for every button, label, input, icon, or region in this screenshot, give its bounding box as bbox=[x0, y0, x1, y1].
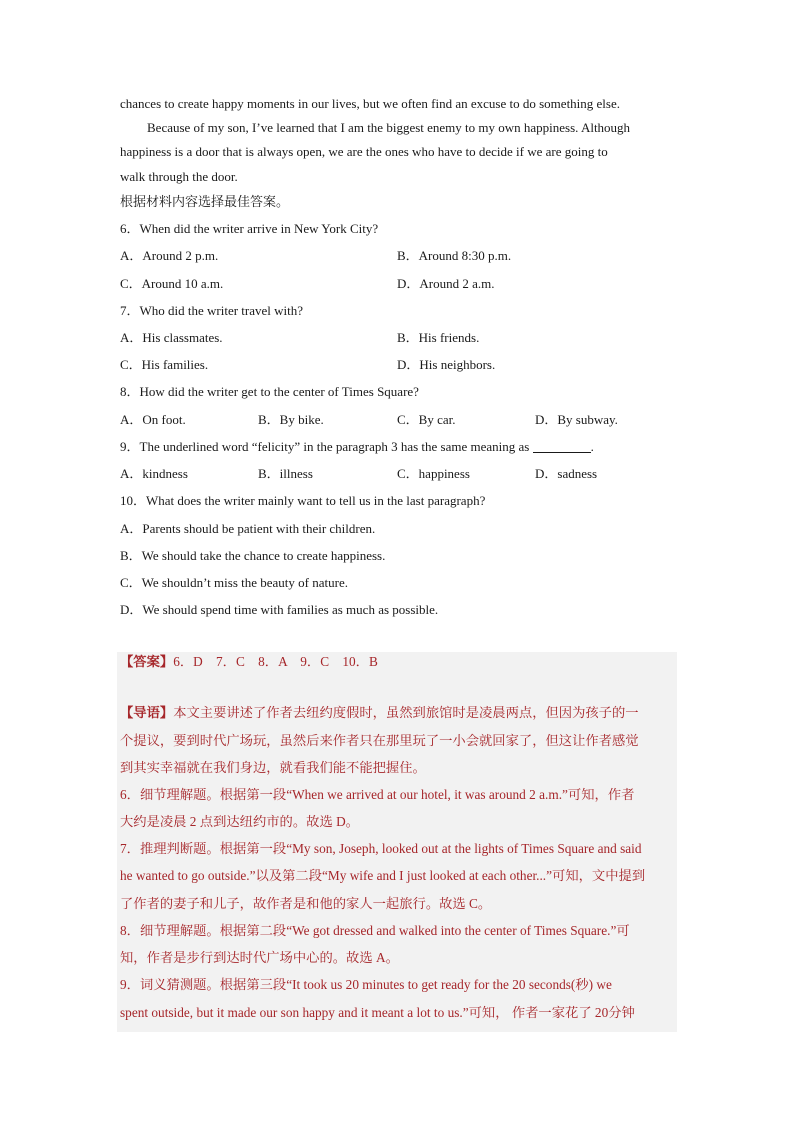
explanation-line: 7．推理判断题。根据第一段“My son, Joseph, looked out at the lights of Times Square and said bbox=[120, 841, 642, 856]
explanation-line: 9．词义猜测题。根据第三段“It took us 20 minutes to get ready for the 20 seconds(秒) we bbox=[120, 977, 612, 992]
option: C．happiness bbox=[397, 466, 470, 481]
option: A．kindness bbox=[120, 466, 188, 481]
answer-tag: 【答案】 bbox=[120, 654, 174, 669]
question-stem: 6．When did the writer arrive in New York City? bbox=[120, 221, 379, 236]
explanation-line: 6．细节理解题。根据第一段“When we arrived at our hotel, it was around 2 a.m.”可知，作者 bbox=[120, 787, 635, 802]
explanation-line: spent outside, but it made our son happy and it meant a lot to us.”可知， 作者一家花了 20分钟 bbox=[120, 1005, 635, 1020]
passage-line: Because of my son, I’ve learned that I am the biggest enemy to my own happiness. Although bbox=[147, 120, 631, 135]
option: B．illness bbox=[258, 466, 313, 481]
answer-text: 6．D 7．C 8．A 9．C 10．B bbox=[173, 654, 378, 669]
option: B．His friends. bbox=[397, 330, 480, 345]
option: C．Around 10 a.m. bbox=[120, 276, 224, 291]
option: D．By subway. bbox=[535, 412, 618, 427]
guide-text: 本文主要讲述了作者去纽约度假时，虽然到旅馆时是凌晨两点，但因为孩子的一 bbox=[173, 705, 639, 720]
option: D．We should spend time with families as much as possible. bbox=[120, 602, 439, 617]
option: C．His families. bbox=[120, 357, 209, 372]
guide-tag: 【导语】 bbox=[120, 705, 174, 720]
passage-line: walk through the door. bbox=[120, 169, 238, 184]
passage-line: chances to create happy moments in our lives, but we often find an excuse to do something else. bbox=[120, 96, 620, 111]
guide-line: 个提议，要到时代广场玩，虽然后来作者只在那里玩了一小会就回家了，但这让作者感觉 bbox=[120, 733, 639, 748]
answer-blank bbox=[533, 440, 591, 453]
guide-line: 到其实幸福就在我们身边，就看我们能不能把握住。 bbox=[120, 760, 426, 775]
option: D．Around 2 a.m. bbox=[397, 276, 495, 291]
explanation-line: 了作者的妻子和儿子，故作者是和他的家人一起旅行。故选 C。 bbox=[120, 896, 492, 911]
passage-line: happiness is a door that is always open, we are the ones who have to decide if we are going to bbox=[120, 144, 608, 159]
answer-line bbox=[120, 654, 378, 670]
explanation-line: 大约是凌晨 2 点到达纽约市的。故选 D。 bbox=[120, 814, 359, 829]
explanation-line: 8．细节理解题。根据第二段“We got dressed and walked into the center of Times Square.”可 bbox=[120, 923, 630, 938]
option: D．His neighbors. bbox=[397, 357, 496, 372]
option: D．sadness bbox=[535, 466, 598, 481]
question-stem: 10．What does the writer mainly want to tell us in the last paragraph? bbox=[120, 493, 486, 508]
option: A．Parents should be patient with their children. bbox=[120, 521, 376, 536]
question-stem-text: 9．The underlined word “felicity” in the paragraph 3 has the same meaning as bbox=[120, 439, 530, 454]
explanation-line: 知，作者是步行到达时代广场中心的。故选 A。 bbox=[120, 950, 399, 965]
guide-line bbox=[120, 705, 639, 721]
question-stem: 7．Who did the writer travel with? bbox=[120, 303, 304, 318]
question-stem: 8．How did the writer get to the center of Times Square? bbox=[120, 384, 419, 399]
option: C．By car. bbox=[397, 412, 456, 427]
option: B．Around 8:30 p.m. bbox=[397, 248, 512, 263]
option: B．We should take the chance to create happiness. bbox=[120, 548, 386, 563]
option: A．Around 2 p.m. bbox=[120, 248, 219, 263]
explanation-line: he wanted to go outside.”以及第二段“My wife and I just looked at each other...”可知，文中提到 bbox=[120, 868, 646, 883]
option: B．By bike. bbox=[258, 412, 324, 427]
option: A．On foot. bbox=[120, 412, 186, 427]
instruction: 根据材料内容选择最佳答案。 bbox=[120, 194, 290, 209]
question-stem-end: . bbox=[590, 439, 594, 454]
question-stem bbox=[120, 439, 594, 455]
option: A．His classmates. bbox=[120, 330, 223, 345]
option: C．We shouldn’t miss the beauty of nature. bbox=[120, 575, 348, 590]
